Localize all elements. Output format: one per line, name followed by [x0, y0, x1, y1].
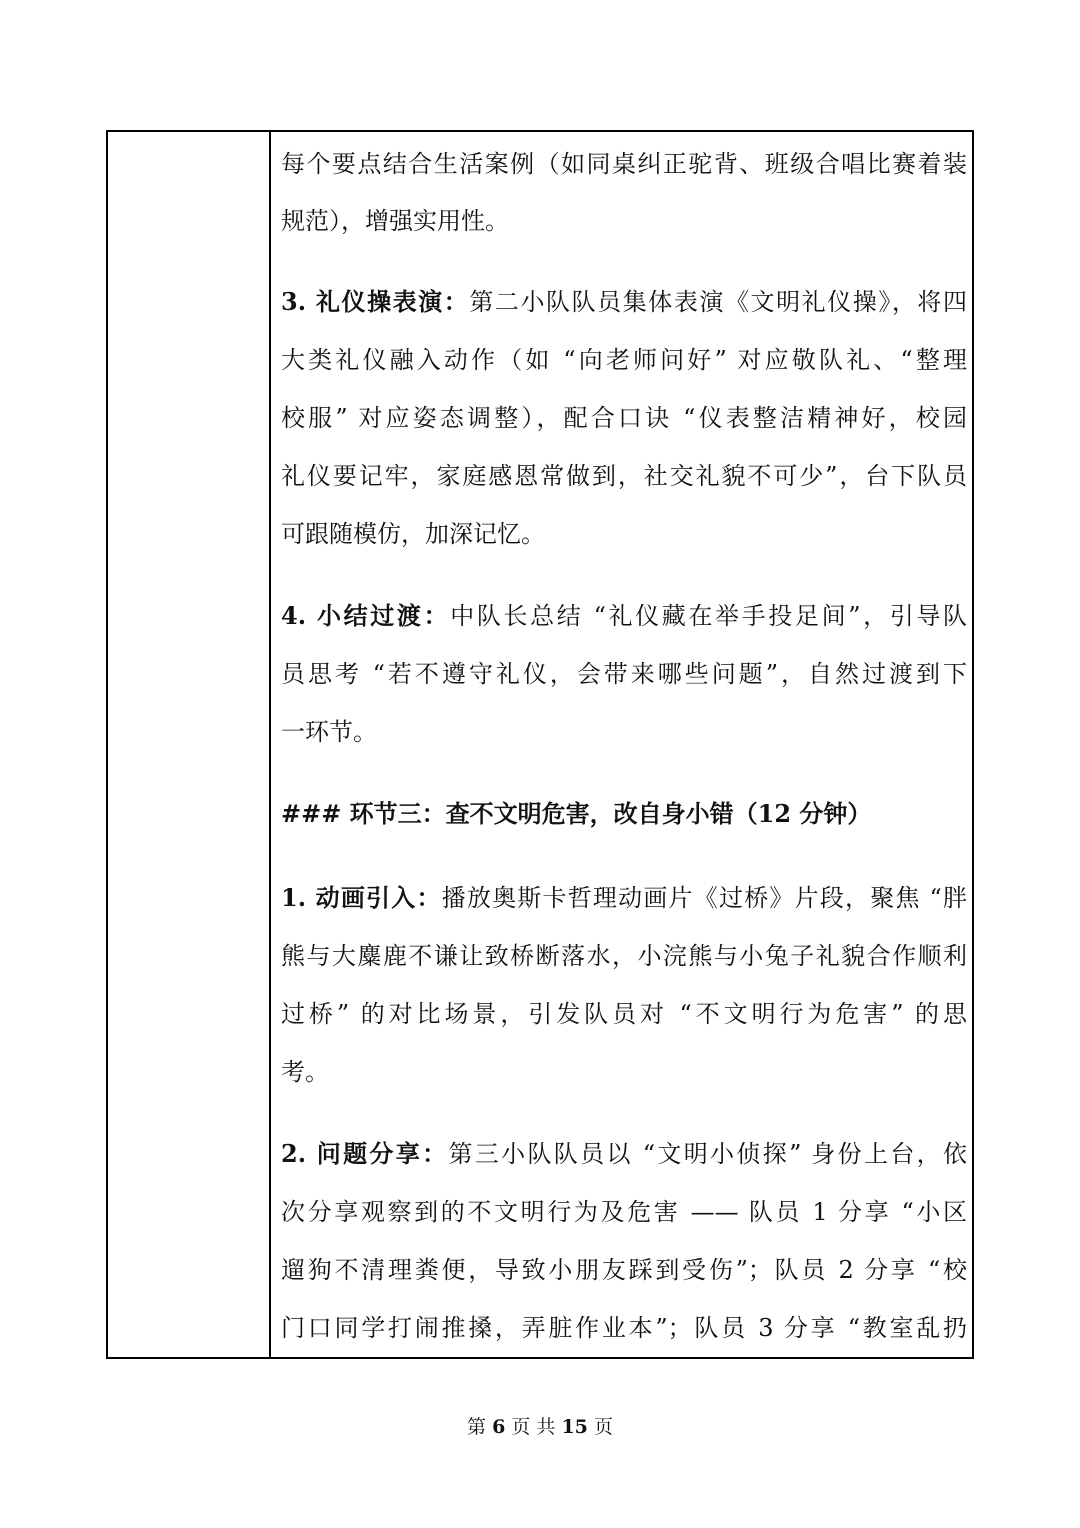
paragraph-line — [281, 1139, 967, 1169]
table-left-cell — [108, 132, 271, 1357]
paragraph-line — [281, 287, 967, 317]
paragraph-line: 次分享观察到的不文明行为及危害 —— 队员 1 分享 “小区 — [281, 1198, 967, 1226]
paragraph-line: 礼仪要记牢，家庭感恩常做到，社交礼貌不可少”，台下队员 — [281, 462, 967, 490]
paragraph-line: 员思考 “若不遵守礼仪，会带来哪些问题”，自然过渡到下 — [281, 660, 967, 688]
page-footer — [0, 1415, 1080, 1439]
total-page-number: 15 — [561, 1416, 588, 1438]
paragraph-line: 一环节。 — [281, 718, 377, 746]
current-page-number: 6 — [492, 1416, 506, 1438]
paragraph-line: 考。 — [281, 1058, 329, 1086]
item-text: 播放奥斯卡哲理动画片《过桥》片段，聚焦 “胖 — [441, 884, 967, 912]
paragraph-line: 可跟随模仿，加深记忆。 — [281, 520, 545, 548]
paragraph-line — [281, 601, 967, 631]
footer-suffix: 页 — [593, 1416, 613, 1438]
paragraph-line — [281, 883, 967, 913]
item-label: 1. 动画引入： — [281, 883, 442, 912]
footer-prefix: 第 — [467, 1416, 487, 1438]
paragraph-line: 校服” 对应姿态调整），配合口诀 “仪表整洁精神好，校园 — [281, 404, 967, 432]
paragraph-line: 门口同学打闹推搡，弄脏作业本”；队员 3 分享 “教室乱扔 — [281, 1314, 967, 1342]
item-text: 中队长总结 “礼仪藏在举手投足间”，引导队 — [450, 602, 967, 630]
paragraph-line: 大类礼仪融入动作（如 “向老师问好” 对应敬队礼、“整理 — [281, 346, 967, 374]
paragraph-line: 熊与大麋鹿不谦让致桥断落水，小浣熊与小兔子礼貌合作顺利 — [281, 942, 967, 970]
paragraph-line: 过桥” 的对比场景，引发队员对 “不文明行为危害” 的思 — [281, 1000, 967, 1028]
section-heading: ### 环节三：查不文明危害，改自身小错（12 分钟） — [281, 799, 872, 828]
paragraph-line: 规范），增强实用性。 — [281, 207, 509, 235]
item-label: 2. 问题分享： — [281, 1139, 449, 1168]
item-label: 4. 小结过渡： — [281, 601, 451, 630]
content-table — [106, 130, 974, 1359]
item-text: 第三小队队员以 “文明小侦探” 身份上台，依 — [448, 1140, 967, 1168]
item-label: 3. 礼仪操表演： — [281, 287, 470, 316]
paragraph-line: 遛狗不清理粪便，导致小朋友踩到受伤”；队员 2 分享 “校 — [281, 1256, 967, 1284]
footer-middle: 页 共 — [511, 1416, 556, 1438]
paragraph-line: 每个要点结合生活案例（如同桌纠正驼背、班级合唱比赛着装 — [281, 150, 967, 178]
item-text: 第二小队队员集体表演《文明礼仪操》，将四 — [469, 288, 967, 316]
